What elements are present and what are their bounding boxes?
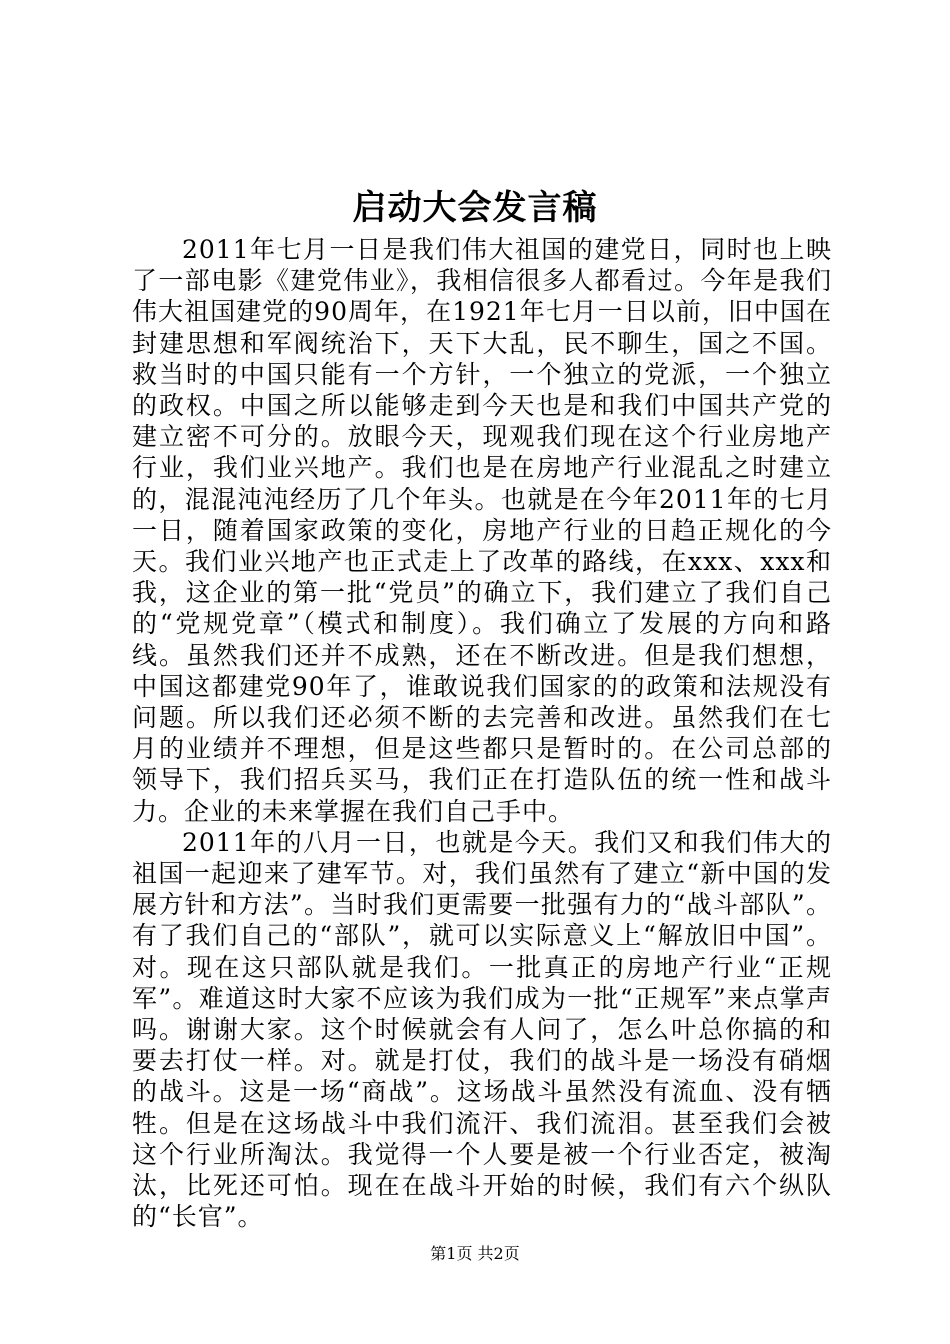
document-body [132, 234, 832, 1233]
page-number: 第1页 共2页 [430, 1244, 520, 1263]
paragraph: 2011年七月一日是我们伟大祖国的建党日，同时也上映了一部电影《建党伟业》，我相信很多人都看过。今年是我们伟大祖国建党的90周年，在1921年七月一日以前，旧中国在封建思想和军阀统治下，天下大乱，民不聊生，国之不国。救当时的中国只能有一个方针，一个独立的党派，一个独立的政权。中国之所以能够走到今天也是和我们中国共产党的建立密不可分的。放眼今天，现观我们现在这个行业房地产行业，我们业兴地产。我们也是在房地产行业混乱之时建立的，混混沌沌经历了几个年头。也就是在今年2011年的七月一日，随着国家政策的变化，房地产行业的日趋正规化的今天。我们业兴地产也正式走上了改革的路线，在xxx、xxx和我，这企业的第一批“党员”的确立下，我们建立了我们自己的“党规党章”（模式和制度）。我们确立了发展的方向和路线。虽然我们还并不成熟，还在不断改进。但是我们想想，中国这都建党90年了，谁敢说我们国家的的政策和法规没有问题。所以我们还必须不断的去完善和改进。虽然我们在七月的业绩并不理想，但是这些都只是暂时的。在公司总部的领导下，我们招兵买马，我们正在打造队伍的统一性和战斗力。企业的未来掌握在我们自己手中。 [132, 235, 832, 826]
document-title: 启动大会发言稿 [352, 188, 598, 228]
paragraph: 2011年的八月一日，也就是今天。我们又和我们伟大的祖国一起迎来了建军节。对，我们虽然有了建立“新中国的发展方针和方法”。当时我们更需要一批强有力的“战斗部队”。有了我们自己的“部队”，就可以实际意义上“解放旧中国”。对。现在这只部队就是我们。一批真正的房地产行业“正规军”。难道这时大家不应该为我们成为一批“正规军”来点掌声吗。谢谢大家。这个时候就会有人问了，怎么叶总你搞的和要去打仗一样。对。就是打仗，我们的战斗是一场没有硝烟的战斗。这是一场“商战”。这场战斗虽然没有流血、没有牺牲。但是在这场战斗中我们流汗、我们流泪。甚至我们会被这个行业所淘汰。我觉得一个人要是被一个行业否定，被淘汰，比死还可怕。现在在战斗开始的时候，我们有六个纵队的“长官”。 [132, 827, 832, 1232]
